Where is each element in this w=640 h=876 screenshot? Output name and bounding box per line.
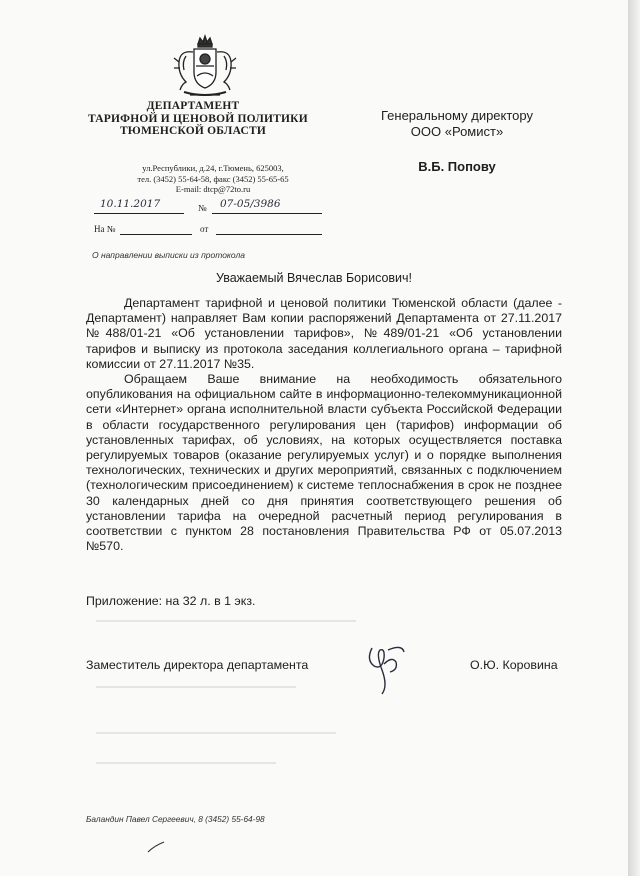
letter-body xyxy=(86,296,562,554)
department-title-line: ДЕПАРТАМЕНТ xyxy=(146,100,240,112)
signatory-name: О.Ю. Коровина xyxy=(470,658,558,672)
reference-date-underline xyxy=(216,234,322,235)
department-title-line: ТАРИФНОЙ И ЦЕНОВОЙ ПОЛИТИКИ xyxy=(88,112,308,125)
recipient-name: В.Б. Попову xyxy=(418,159,496,174)
number-underline xyxy=(212,213,322,214)
signatory-position: Заместитель директора департамента xyxy=(86,658,309,672)
department-address xyxy=(110,163,316,195)
coat-of-arms-emblem xyxy=(170,32,240,102)
bleed-through-mark xyxy=(96,620,356,622)
executor-contact: Баландин Павел Сергеевич, 8 (3452) 55-64-98 xyxy=(86,814,265,824)
department-title-line: ТЮМЕНСКОЙ ОБЛАСТИ xyxy=(119,125,267,137)
recipient-position: Генеральному директору xyxy=(381,108,533,123)
address-line: ул.Республики, д.24, г.Тюмень, 625003, xyxy=(142,163,284,173)
body-paragraph: Департамент тарифной и ценовой политики Тюменской области (далее - Департамент) направляет Вам копии распоряжений Департамента от 27.11.2017 №488/01-21 «Об установлении тарифов», №489/01-21 «Об установлении тарифов и выписку из протокола заседания коллегиального органа – тарифной комиссии от 27.11.2017 №35. xyxy=(86,296,562,371)
bleed-through-mark xyxy=(96,686,296,688)
bleed-through-mark xyxy=(96,732,336,734)
reference-number-label: На № xyxy=(94,224,116,234)
address-line: тел. (3452) 55-64-58, факс (3452) 55-65-65 xyxy=(137,173,289,184)
bleed-through-mark xyxy=(96,762,276,764)
registration-number-label: № xyxy=(198,203,207,213)
date-underline xyxy=(94,213,184,214)
registration-number: 07-05/3986 xyxy=(220,198,281,210)
registration-date: 10.11.2017 xyxy=(100,198,161,210)
recipient-block xyxy=(362,108,552,175)
greeting: Уважаемый Вячеслав Борисович! xyxy=(215,271,413,285)
scan-edge xyxy=(628,0,640,876)
reference-number-underline xyxy=(120,234,192,235)
handwritten-signature xyxy=(362,640,410,698)
department-title xyxy=(88,100,308,138)
regarding-line: О направлении выписки из протокола xyxy=(92,250,245,260)
address-line: E-mail: dtcp@72to.ru xyxy=(175,184,251,194)
body-paragraph: Обращаем Ваше внимание на необходимость обязательного опубликования на официальном сайте в информационно-телекоммуникационной сети «Интернет» органа исполнительной власти субъекта Российской Федерации в области государственного регулирования цен (тарифов) информации об установленных тарифах, об условиях, на которых осуществляется поставка регулируемых товаров (оказание регулируемых услуг) и о порядке выполнения технологических, технических и других мероприятий, связанных с подключением (технологическим присоединением) к системе теплоснабжения в срок не позднее 30 календарных дней со дня принятия соответствующего решения об установлении тарифа на очередной расчетный период регулирования в соответствии с пунктом 28 постановления Правительства РФ от 05.07.2013 №570. xyxy=(86,372,562,554)
recipient-company: ООО «Ромист» xyxy=(410,124,504,139)
reference-date-label: от xyxy=(200,224,209,234)
pen-mark xyxy=(146,840,166,854)
attachment-note: Приложение: на 32 л. в 1 экз. xyxy=(86,594,256,608)
